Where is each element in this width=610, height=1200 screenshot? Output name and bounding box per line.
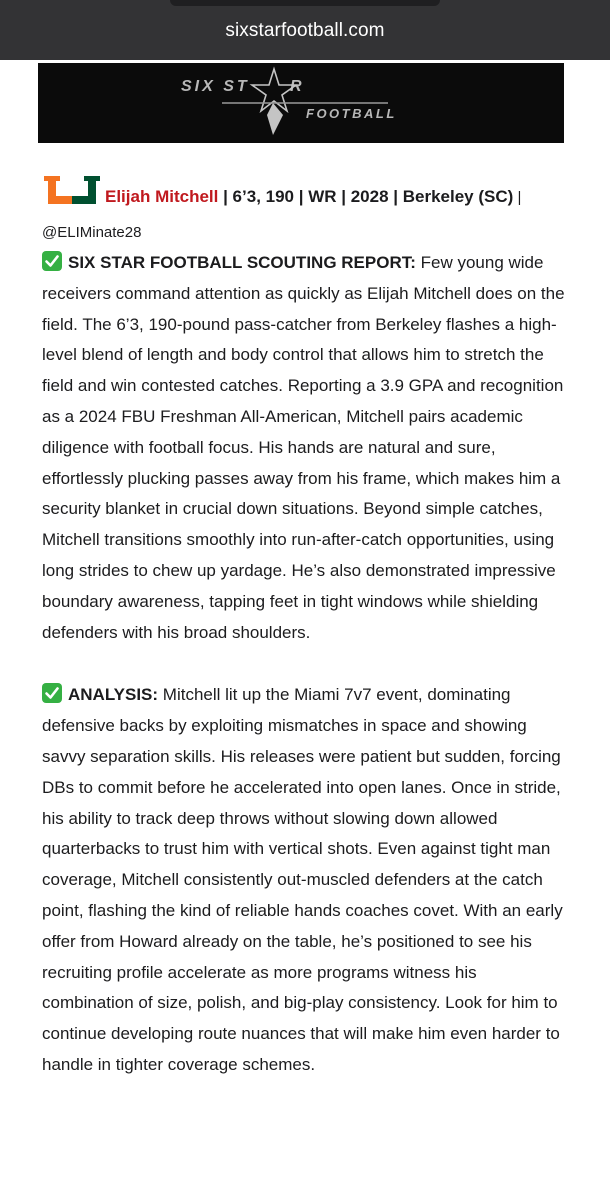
player-headline (42, 176, 572, 248)
url-text[interactable]: sixstarfootball.com (225, 20, 385, 41)
article-body (42, 176, 572, 1081)
notch (170, 0, 440, 6)
analysis-text: Mitchell lit up the Miami 7v7 event, dominating defensive backs by exploiting mismatches in space and showing savvy separation skills. His releases were patient but sudden, forcing DBs to commit before he accelerated into open lanes. Once in stride, his ability to track deep throws without slowing down allowed quarterbacks to trust him with vertical shots. Even against tight man coverage, Mitchell consistently out-muscled defenders at the catch point, flashing the kind of reliable hands coaches covet. With an early offer from Howard already on the table, he’s positioned to see his recruiting profile accelerate as more programs witness his combination of size, polish, and big-play consistency. Look for him to continue developing route nuances that will make him even harder to handle in tighter coverage schemes. (42, 685, 563, 1074)
browser-address-bar[interactable] (0, 0, 610, 60)
six-star-football-banner (38, 63, 564, 143)
logo-text-r: R (290, 78, 302, 95)
paragraph-gap (42, 648, 572, 680)
logo-text-six-star: SIX ST (181, 78, 250, 95)
star-tail-icon (267, 103, 283, 135)
scouting-report (42, 248, 572, 648)
scouting-label: SIX STAR FOOTBALL SCOUTING REPORT: (68, 253, 416, 272)
scouting-text: Few young wide receivers command attention as quickly as Elijah Mitchell does on the field. The 6’3, 190-pound pass-catcher from Berkeley flashes a high-level blend of length and body control that allows him to stretch the field and win contested catches. Reporting a 3.9 GPA and recognition as a 2024 FBU Freshman All-American, Mitchell pairs academic diligence with football focus. His hands are natural and sure, effortlessly plucking passes away from his frame, which makes him a security blanket in crucial down situations. Beyond simple catches, Mitchell transitions smoothly into run-after-catch opportunities, using long strides to chew up yardage. He’s also demonstrated impressive boundary awareness, tapping feet in tight windows while shielding defenders with his broad shoulders. (42, 253, 565, 642)
analysis-label: ANALYSIS: (68, 685, 159, 705)
analysis (42, 680, 572, 1080)
separator: | (513, 189, 522, 206)
checkmark-icon (42, 683, 62, 703)
logo-text-football: FOOTBALL (306, 106, 397, 121)
player-name[interactable]: Elijah Mitchell (105, 187, 219, 206)
player-stats: | 6’3, 190 | WR | 2028 | Berkeley (SC) (218, 187, 514, 206)
six-star-football-logo (38, 63, 564, 143)
twitter-handle[interactable]: @ELIMinate28 (42, 224, 142, 241)
checkmark-icon (42, 251, 62, 271)
miami-u-logo-icon (42, 176, 102, 216)
